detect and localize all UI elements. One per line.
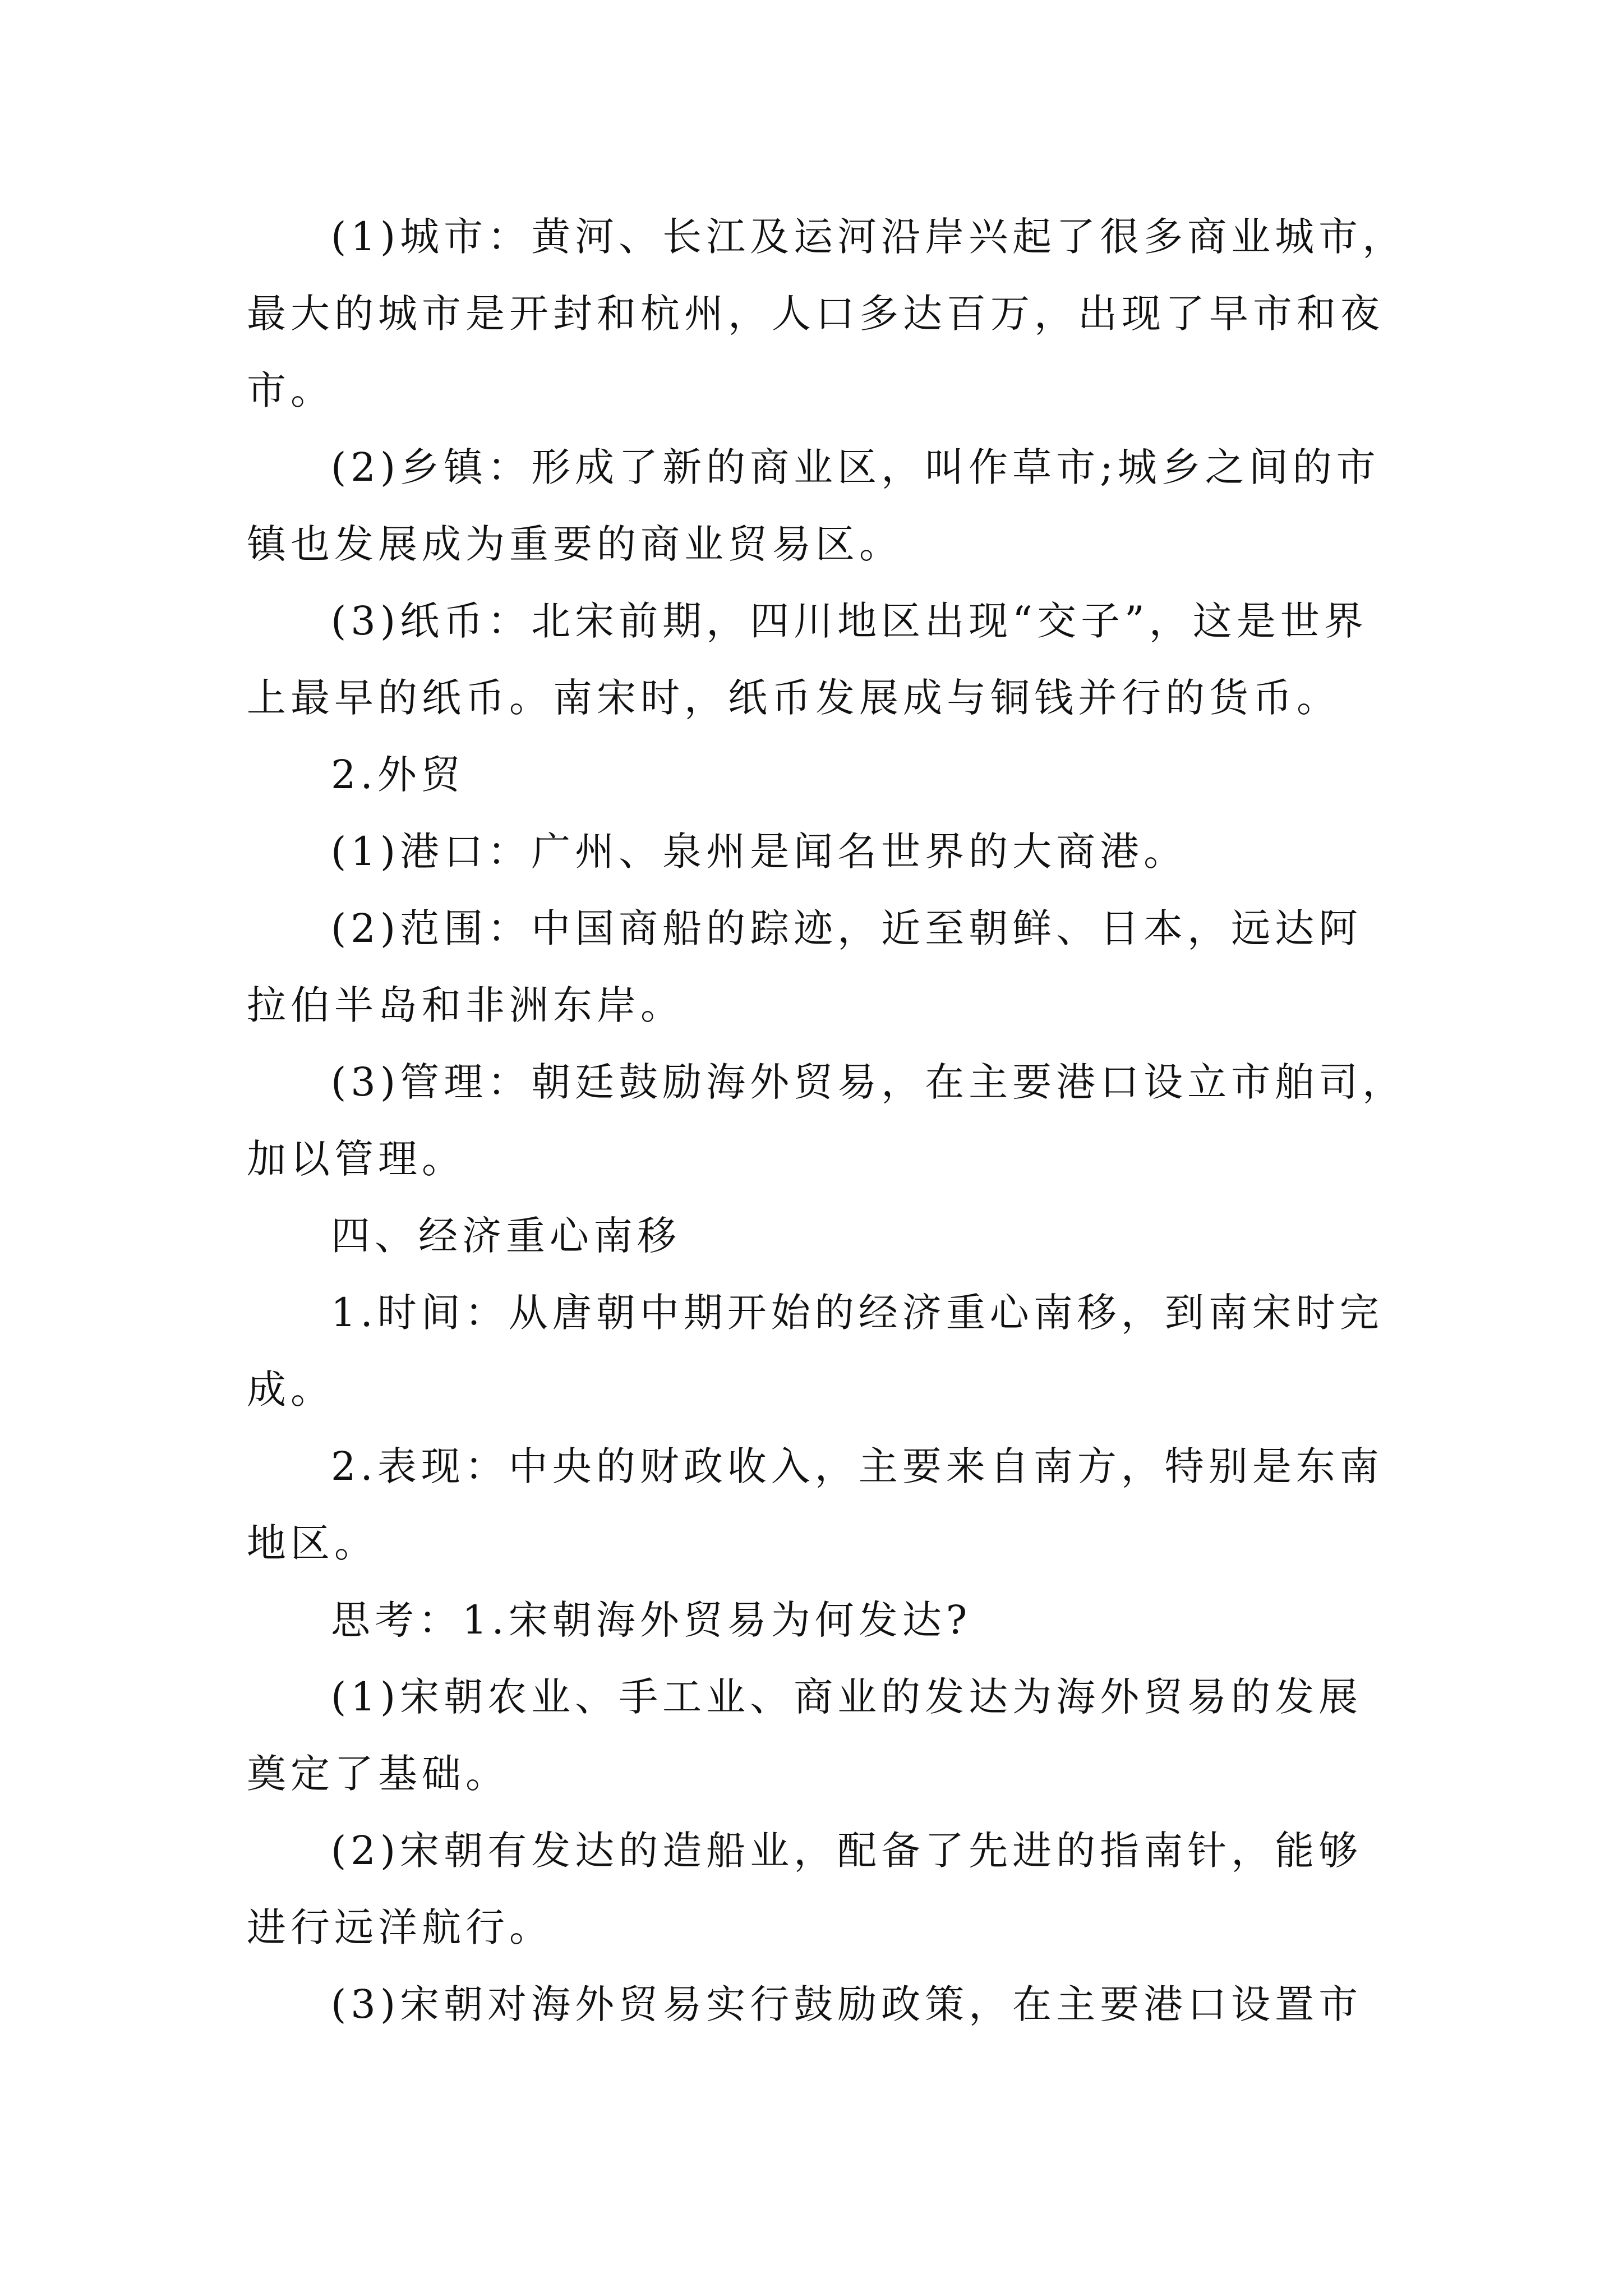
text-line-2: 最大的城市是开封和杭州，人口多达百万，出现了早市和夜 [247, 291, 1384, 337]
text-line-13: 加以管理。 [247, 1136, 465, 1182]
text-line-17: 2.表现：中央的财政收入，主要来自南方，特别是东南 [331, 1443, 1384, 1489]
text-line-15: 1.时间：从唐朝中期开始的经济重心南移，到南宋时完 [331, 1290, 1384, 1336]
text-line-5: 镇也发展成为重要的商业贸易区。 [247, 521, 903, 567]
text-line-16: 成。 [247, 1366, 334, 1412]
text-line-10: (2)范围：中国商船的踪迹，近至朝鲜、日本，远达阿 [331, 905, 1363, 951]
text-line-8: 2.外贸 [331, 752, 465, 798]
text-line-4: (2)乡镇：形成了新的商业区，叫作草市;城乡之间的市 [331, 444, 1380, 490]
text-line-9: (1)港口：广州、泉州是闻名世界的大商港。 [331, 829, 1188, 875]
text-line-18: 地区。 [247, 1520, 378, 1566]
text-line-1: (1)城市：黄河、长江及运河沿岸兴起了很多商业城市， [331, 214, 1407, 260]
text-line-22: (2)宋朝有发达的造船业，配备了先进的指南针，能够 [331, 1828, 1363, 1874]
text-line-3: 市。 [247, 367, 334, 413]
text-line-7: 上最早的纸币。南宋时，纸币发展成与铜钱并行的货币。 [247, 675, 1340, 721]
text-line-12: (3)管理：朝廷鼓励海外贸易，在主要港口设立市舶司， [331, 1059, 1407, 1105]
text-line-14: 四、经济重心南移 [331, 1213, 681, 1259]
text-line-21: 奠定了基础。 [247, 1751, 509, 1797]
text-line-19: 思考：1.宋朝海外贸易为何发达? [331, 1597, 972, 1643]
text-line-20: (1)宋朝农业、手工业、商业的发达为海外贸易的发展 [331, 1674, 1363, 1720]
text-line-11: 拉伯半岛和非洲东岸。 [247, 982, 684, 1028]
text-line-23: 进行远洋航行。 [247, 1904, 553, 1950]
text-line-24: (3)宋朝对海外贸易实行鼓励政策，在主要港口设置市 [331, 1981, 1363, 2027]
text-line-6: (3)纸币：北宋前期，四川地区出现“交子”，这是世界 [331, 598, 1368, 644]
